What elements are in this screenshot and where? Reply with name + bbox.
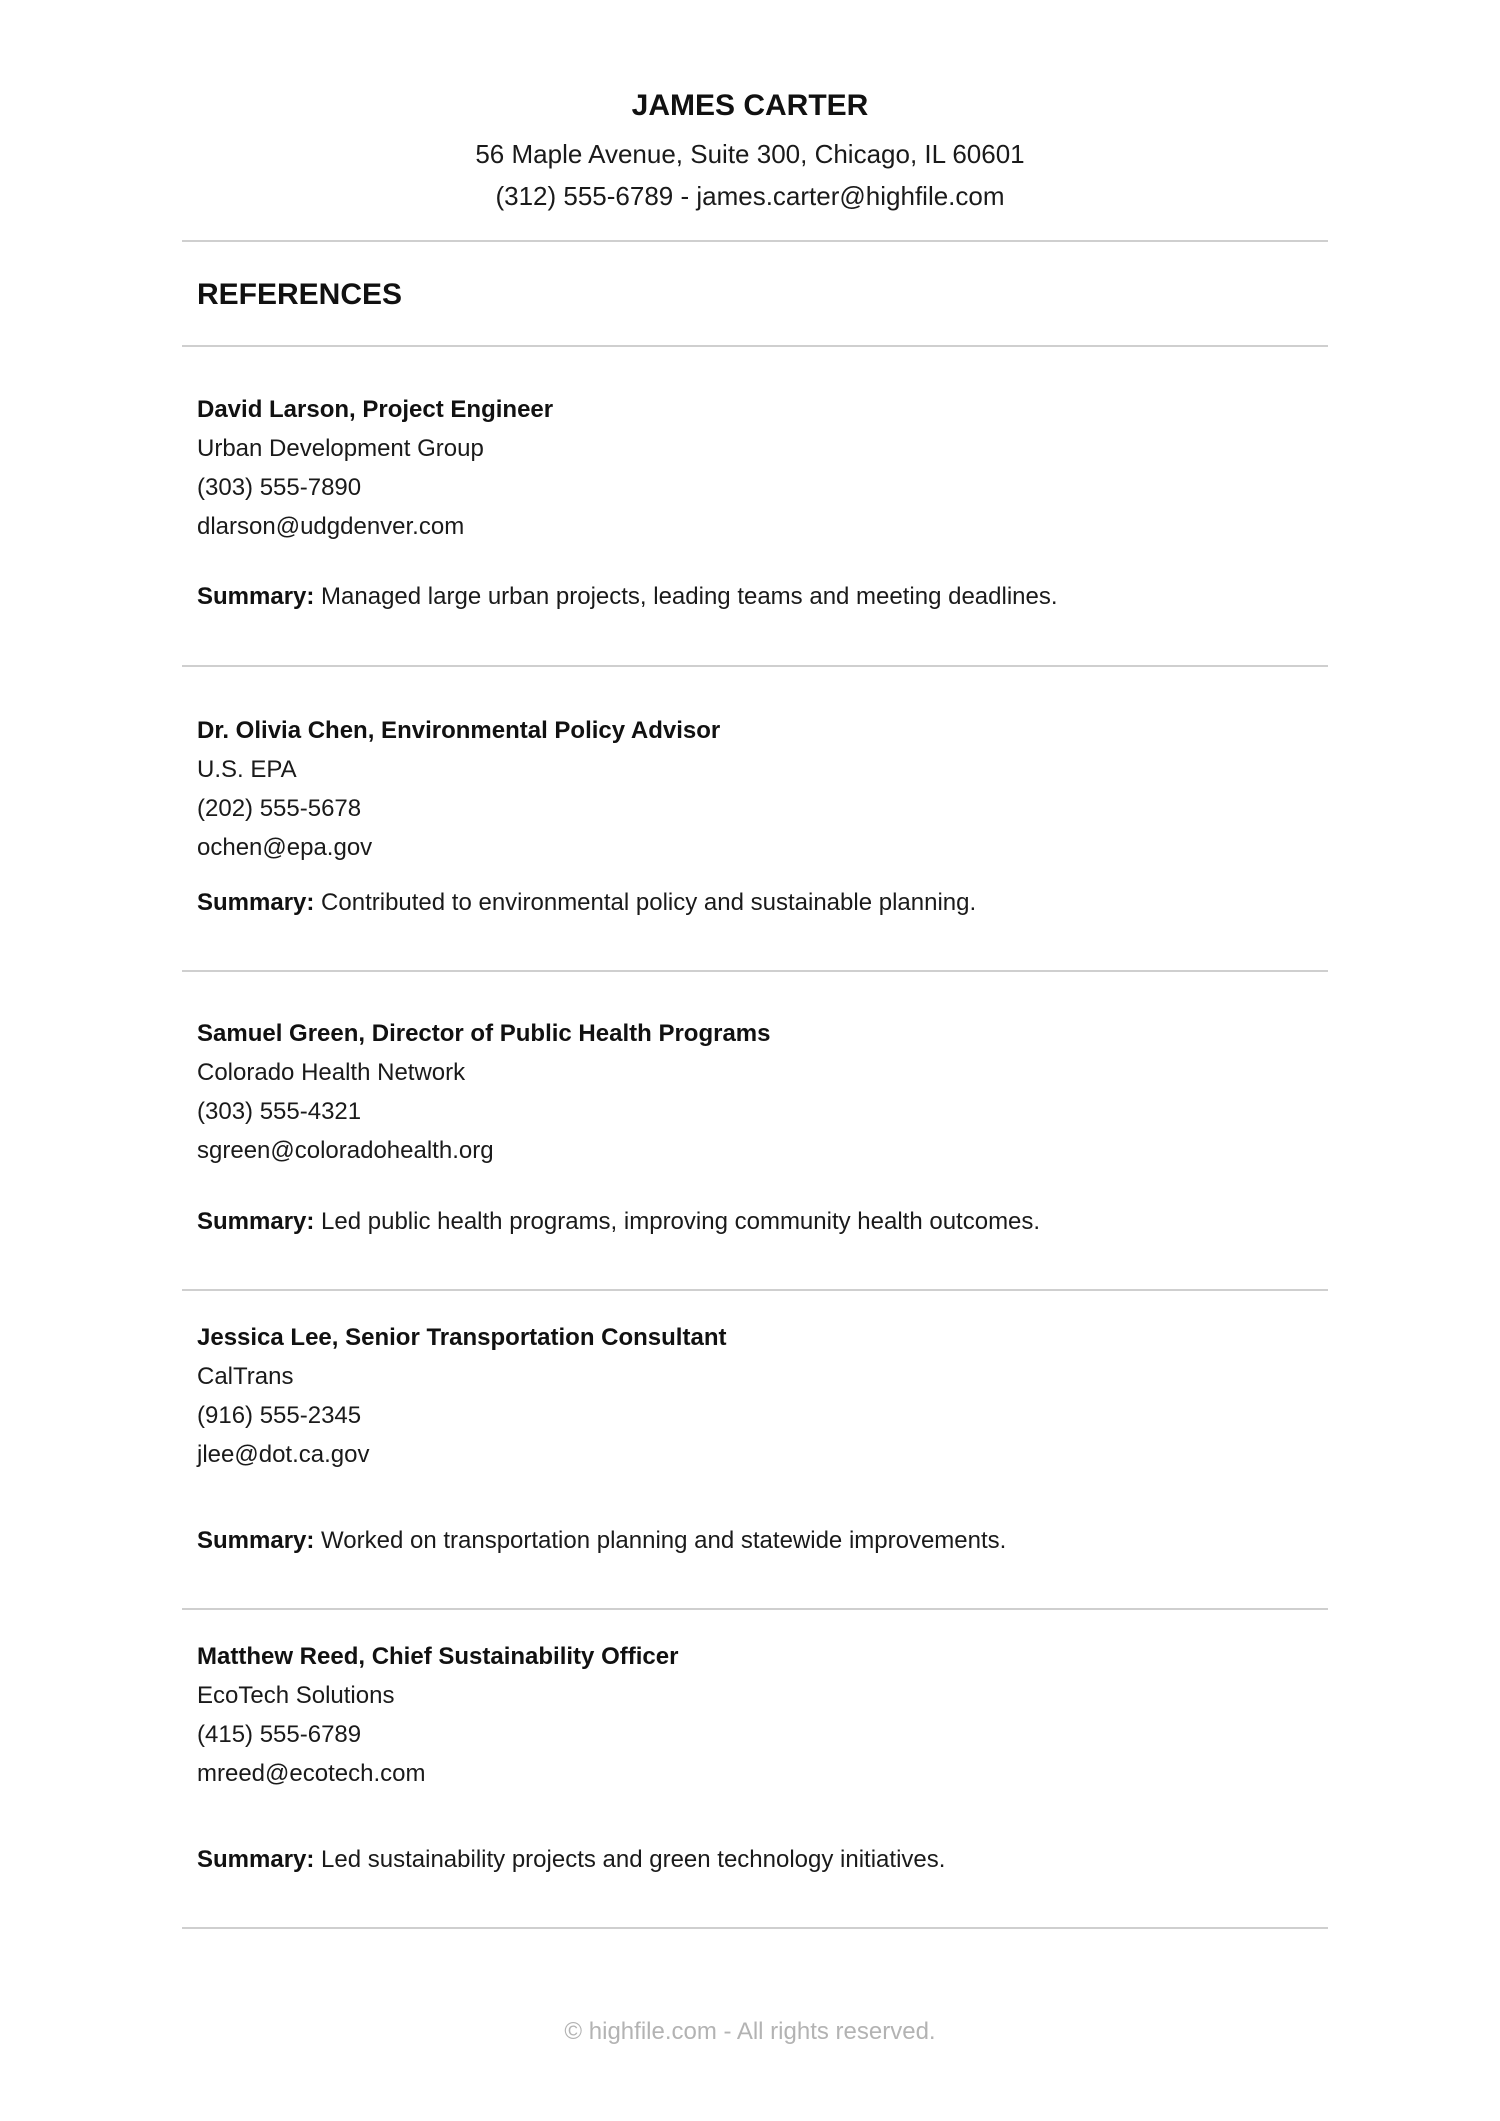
divider bbox=[182, 1608, 1328, 1610]
reference-summary bbox=[197, 883, 976, 922]
divider bbox=[182, 1927, 1328, 1929]
reference-email: jlee@dot.ca.gov bbox=[197, 1441, 370, 1468]
summary-text: Contributed to environmental policy and sustainable planning. bbox=[321, 889, 977, 916]
reference-email: mreed@ecotech.com bbox=[197, 1760, 426, 1787]
reference-organization: EcoTech Solutions bbox=[197, 1682, 395, 1709]
reference-title: Jessica Lee, Senior Transportation Consultant bbox=[197, 1324, 727, 1351]
reference-organization: Urban Development Group bbox=[197, 435, 484, 462]
reference-email: sgreen@coloradohealth.org bbox=[197, 1137, 494, 1164]
summary-label: Summary: bbox=[197, 583, 315, 610]
reference-summary bbox=[197, 577, 1058, 616]
divider bbox=[182, 345, 1328, 347]
reference-summary bbox=[197, 1521, 1006, 1560]
divider bbox=[182, 970, 1328, 972]
divider bbox=[182, 1289, 1328, 1291]
summary-text: Managed large urban projects, leading teams and meeting deadlines. bbox=[321, 583, 1058, 610]
reference-email: ochen@epa.gov bbox=[197, 834, 373, 861]
reference-item bbox=[197, 1014, 1317, 1235]
reference-phone: (916) 555-2345 bbox=[197, 1402, 362, 1429]
reference-item bbox=[197, 711, 1317, 916]
summary-text: Led sustainability projects and green technology initiatives. bbox=[321, 1846, 946, 1873]
reference-title: Samuel Green, Director of Public Health Programs bbox=[197, 1020, 771, 1047]
summary-label: Summary: bbox=[197, 1846, 315, 1873]
reference-title: Matthew Reed, Chief Sustainability Officer bbox=[197, 1643, 679, 1670]
reference-title: David Larson, Project Engineer bbox=[197, 396, 554, 423]
copyright-footer: © highfile.com - All rights reserved. bbox=[564, 2018, 936, 2045]
reference-item bbox=[197, 390, 1317, 610]
reference-phone: (415) 555-6789 bbox=[197, 1721, 362, 1748]
candidate-name: JAMES CARTER bbox=[631, 89, 869, 122]
summary-label: Summary: bbox=[197, 1527, 315, 1554]
summary-label: Summary: bbox=[197, 889, 315, 916]
reference-summary bbox=[197, 1202, 1040, 1241]
divider bbox=[182, 665, 1328, 667]
reference-organization: CalTrans bbox=[197, 1363, 294, 1390]
candidate-address: 56 Maple Avenue, Suite 300, Chicago, IL 60601 bbox=[475, 139, 1025, 169]
reference-organization: Colorado Health Network bbox=[197, 1059, 466, 1086]
reference-organization: U.S. EPA bbox=[197, 756, 297, 783]
reference-title: Dr. Olivia Chen, Environmental Policy Advisor bbox=[197, 717, 721, 744]
reference-email: dlarson@udgdenver.com bbox=[197, 513, 465, 540]
reference-phone: (303) 555-7890 bbox=[197, 474, 362, 501]
summary-label: Summary: bbox=[197, 1208, 315, 1235]
summary-text: Led public health programs, improving community health outcomes. bbox=[321, 1208, 1041, 1235]
reference-item bbox=[197, 1637, 1317, 1873]
reference-item bbox=[197, 1318, 1317, 1554]
reference-summary bbox=[197, 1840, 945, 1879]
section-title: REFERENCES bbox=[197, 278, 403, 311]
reference-phone: (303) 555-4321 bbox=[197, 1098, 362, 1125]
reference-phone: (202) 555-5678 bbox=[197, 795, 362, 822]
resume-header bbox=[0, 86, 1500, 217]
candidate-contact: (312) 555-6789 - james.carter@highfile.com bbox=[495, 181, 1005, 211]
summary-text: Worked on transportation planning and statewide improvements. bbox=[321, 1527, 1007, 1554]
divider bbox=[182, 240, 1328, 242]
